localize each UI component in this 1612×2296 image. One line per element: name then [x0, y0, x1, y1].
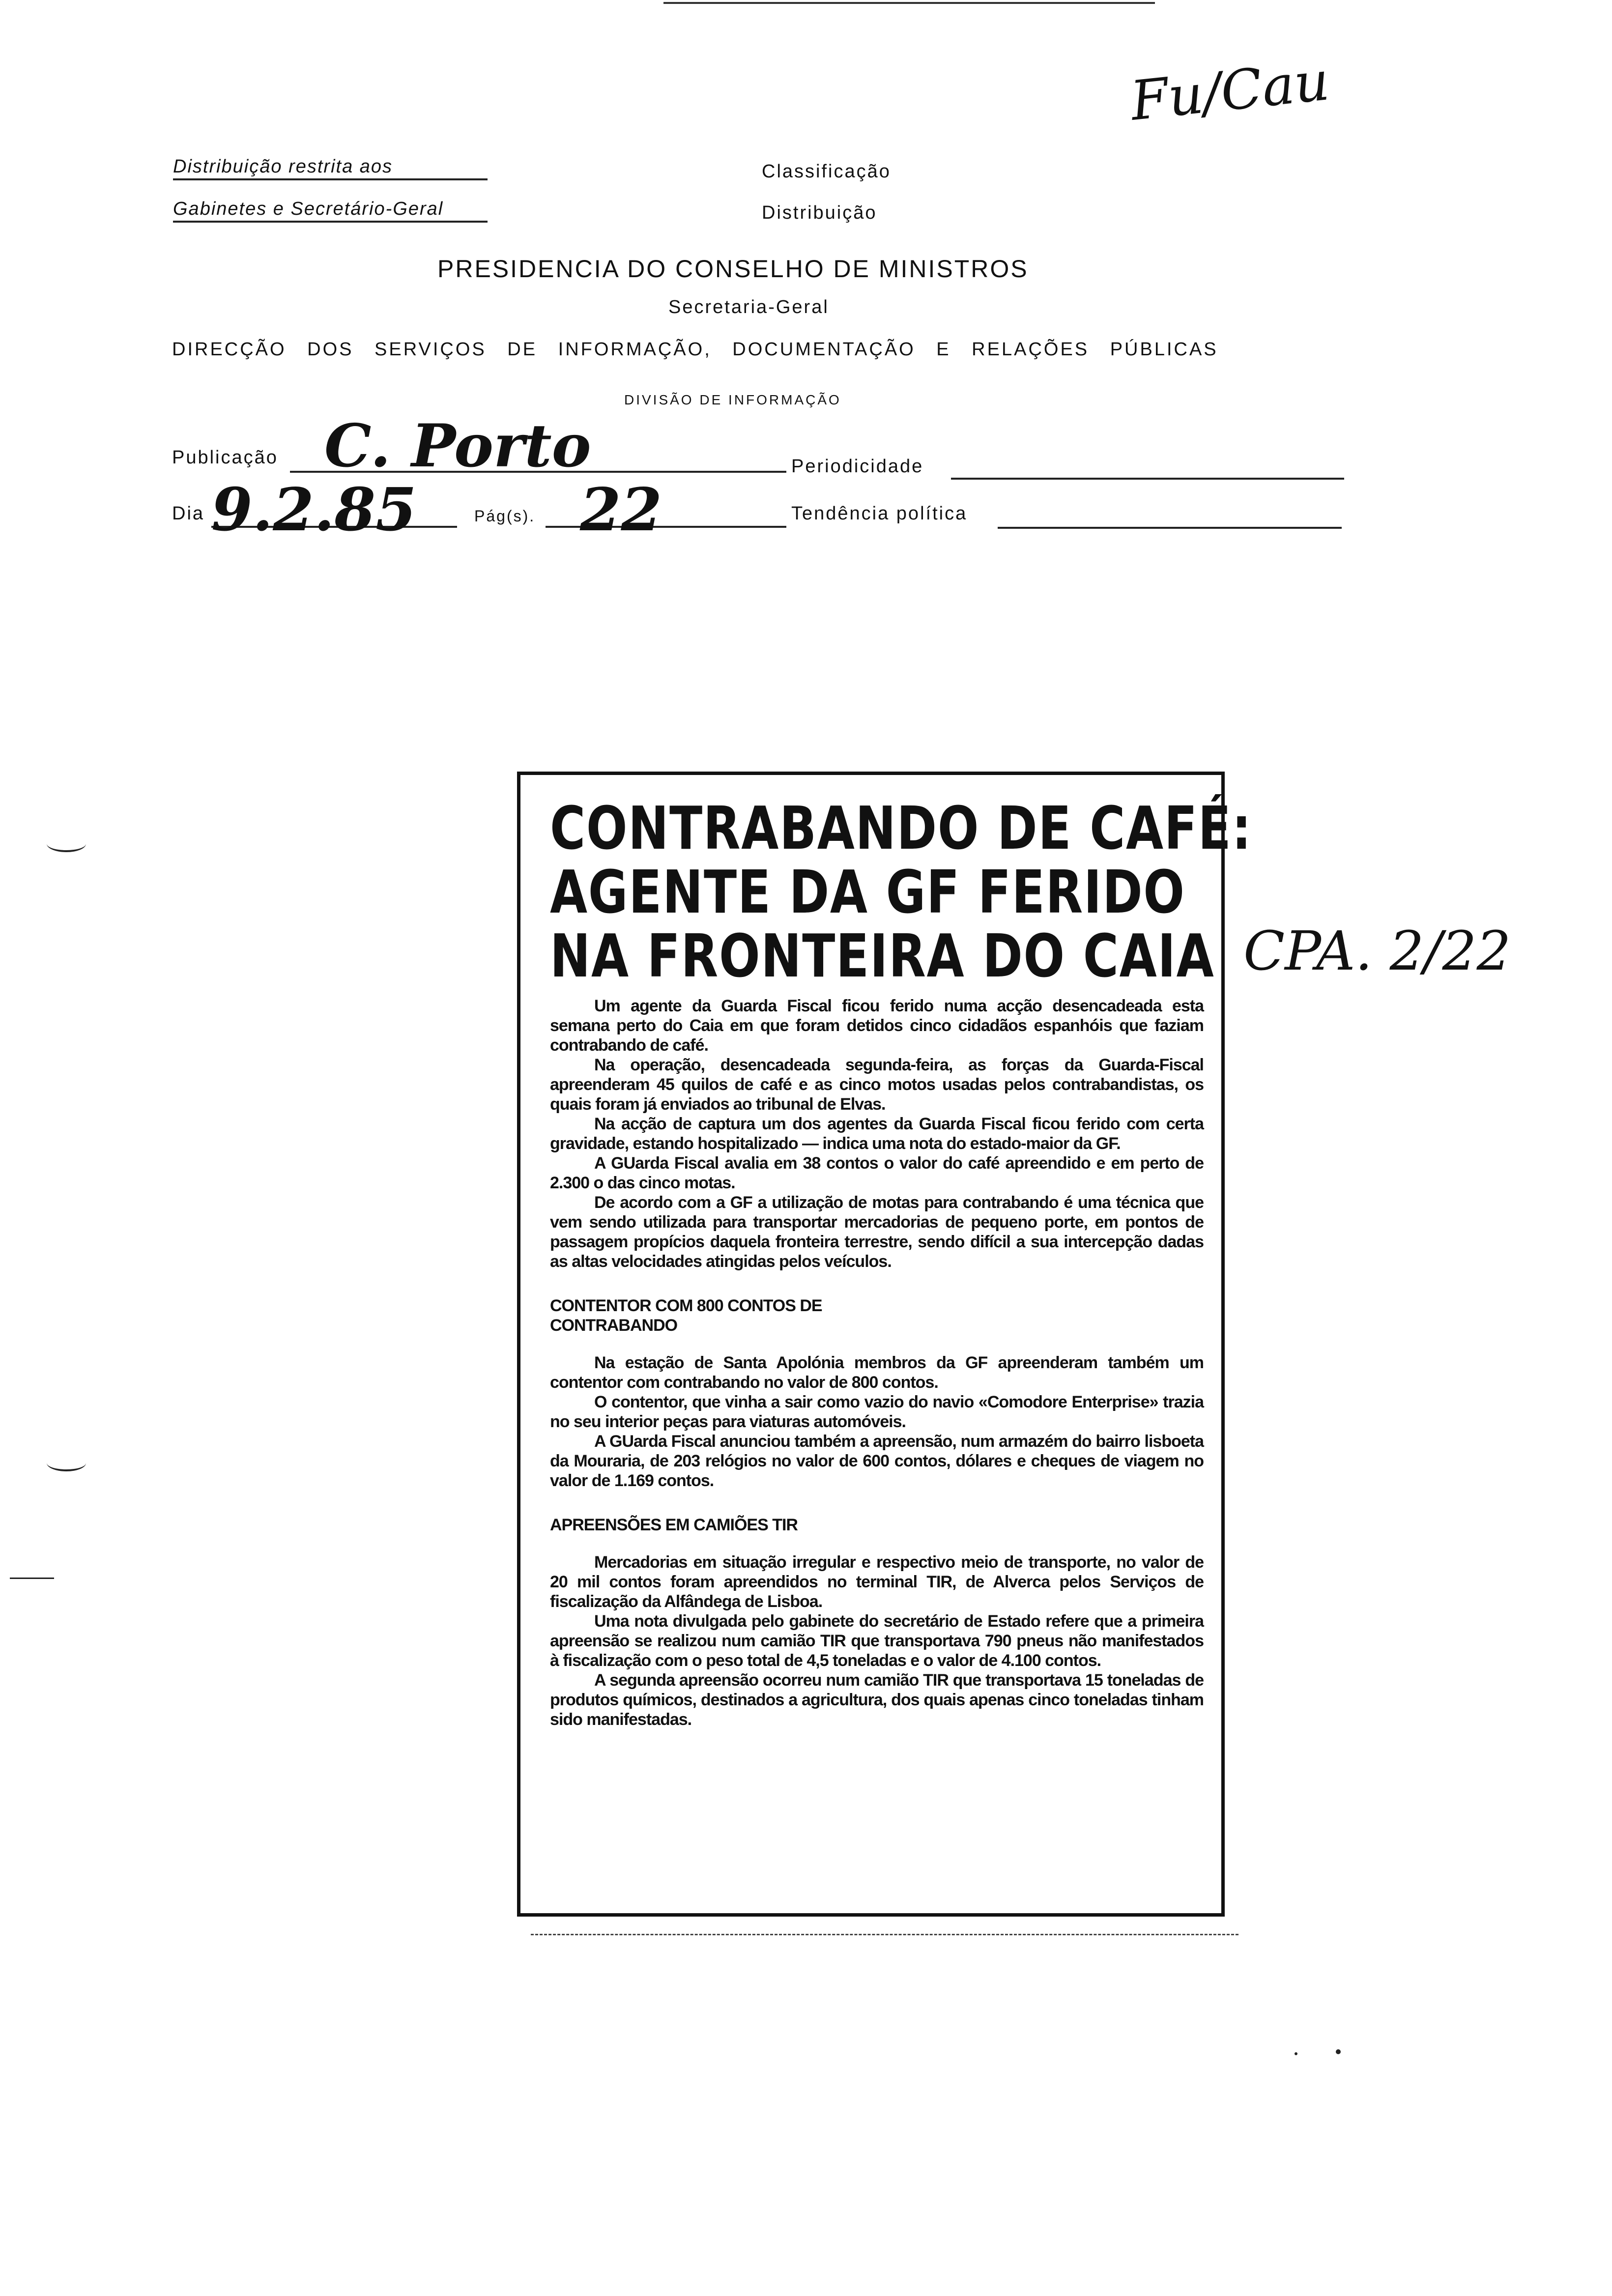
pages-label: Pág(s).	[474, 507, 536, 525]
margin-mark	[47, 835, 86, 852]
paragraph: Na acção de captura um dos agentes da Guarda Fiscal ficou ferido com certa gravidade, estando hospitalizado — indica uma nota do estado-maior da GF.	[550, 1115, 1204, 1153]
paragraph: O contentor, que vinha a sair como vazio do navio «Comodore Enterprise» trazia no seu interior peças para viaturas automóveis.	[550, 1393, 1204, 1431]
newspaper-clipping	[517, 772, 1252, 1917]
speck	[1295, 2052, 1297, 2055]
headline-line1: CONTRABANDO DE CAFÉ:	[550, 795, 1252, 863]
paragraph: Uma nota divulgada pelo gabinete do secretário de Estado refere que a primeira apreensão se realizou num camião TIR que transportava 790 pneus não manifestados à fiscalização com o peso total de 4,5 toneladas e o valor de 4.100 contos.	[550, 1612, 1204, 1670]
subheading-container: CONTENTOR COM 800 CONTOS DE CONTRABANDO	[550, 1296, 822, 1335]
publication-label: Publicação	[172, 447, 278, 468]
publication-value: C. Porto	[324, 411, 591, 481]
subheading-tir: APREENSÕES EM CAMIÕES TIR	[550, 1516, 798, 1534]
handwritten-annotation: CPA. 2/22	[1243, 919, 1511, 982]
org-division: DIVISÃO DE INFORMAÇÃO	[624, 392, 841, 407]
distribution-note-line1: Distribuição restrita aos	[173, 156, 488, 180]
paragraph: Mercadorias em situação irregular e respectivo meio de transporte, no valor de 20 mil contos foram apreendidos no terminal TIR, de Alverca pelos Serviços de fiscalização da Alfândega de Lisboa.	[550, 1553, 1204, 1611]
distribution-note-line2: Gabinetes e Secretário-Geral	[173, 199, 488, 223]
day-label: Dia	[172, 503, 205, 524]
top-rule	[663, 2, 1155, 4]
margin-mark	[47, 1455, 86, 1471]
paragraph: Na operação, desencadeada segunda-feira, as forças da Guarda-Fiscal apreenderam 45 quilos de café e as cinco motos usadas pelos contrabandistas, os quais foram já enviados ao tribunal de Elvas.	[550, 1056, 1204, 1114]
headline-line2: AGENTE DA GF FERIDO	[550, 859, 1185, 927]
paragraph: Um agente da Guarda Fiscal ficou ferido numa acção desencadeada esta semana perto do Caia em que foram detidos cinco cidadãos espanhóis que faziam contrabando de café.	[550, 997, 1204, 1055]
org-directorate: DIRECÇÃO DOS SERVIÇOS DE INFORMAÇÃO, DOCUMENTAÇÃO E RELAÇÕES PÚBLICAS	[172, 339, 1218, 360]
tendency-label: Tendência política	[791, 503, 968, 524]
org-subtitle: Secretaria-Geral	[668, 297, 829, 317]
speck	[1336, 2049, 1341, 2054]
pages-value: 22	[580, 475, 662, 545]
periodicity-label: Periodicidade	[791, 456, 924, 477]
article-body	[550, 996, 1204, 1729]
headline-line3: NA FRONTEIRA DO CAIA	[550, 922, 1215, 991]
tendency-field-line	[998, 527, 1342, 529]
paragraph: A GUarda Fiscal avalia em 38 contos o valor do café apreendido e em perto de 2.300 o das cinco motas.	[550, 1154, 1204, 1192]
classification-label: Classificação	[762, 161, 891, 182]
clipping-bottom-rule	[531, 1934, 1238, 1935]
paragraph: De acordo com a GF a utilização de motas para contrabando é uma técnica que vem sendo utilizada para transportar mercadorias de pequeno porte, em pontos de passagem propícios daquela fronteira terrestre, sendo difícil a sua intercepção dadas as altas velocidades atingidas pelos veículos.	[550, 1193, 1204, 1271]
handwritten-reference: Fu/Cau	[1127, 49, 1332, 133]
paragraph: Na estação de Santa Apolónia membros da GF apreenderam também um contentor com contrabando no valor de 800 contos.	[550, 1353, 1204, 1392]
periodicity-field-line	[951, 478, 1344, 480]
org-title: PRESIDENCIA DO CONSELHO DE MINISTROS	[437, 255, 1029, 283]
paragraph: A GUarda Fiscal anunciou também a apreensão, num armazém do bairro lisboeta da Mouraria, de 203 relógios no valor de 600 contos, dólares e cheques de viagem no valor de 1.169 contos.	[550, 1432, 1204, 1490]
distribution-label: Distribuição	[762, 202, 877, 223]
margin-mark	[10, 1578, 54, 1579]
day-value: 9.2.85	[211, 475, 417, 545]
paragraph: A segunda apreensão ocorreu num camião TIR que transportava 15 toneladas de produtos químicos, destinados a agricultura, dos quais apenas cinco toneladas tinham sido manifestadas.	[550, 1671, 1204, 1729]
